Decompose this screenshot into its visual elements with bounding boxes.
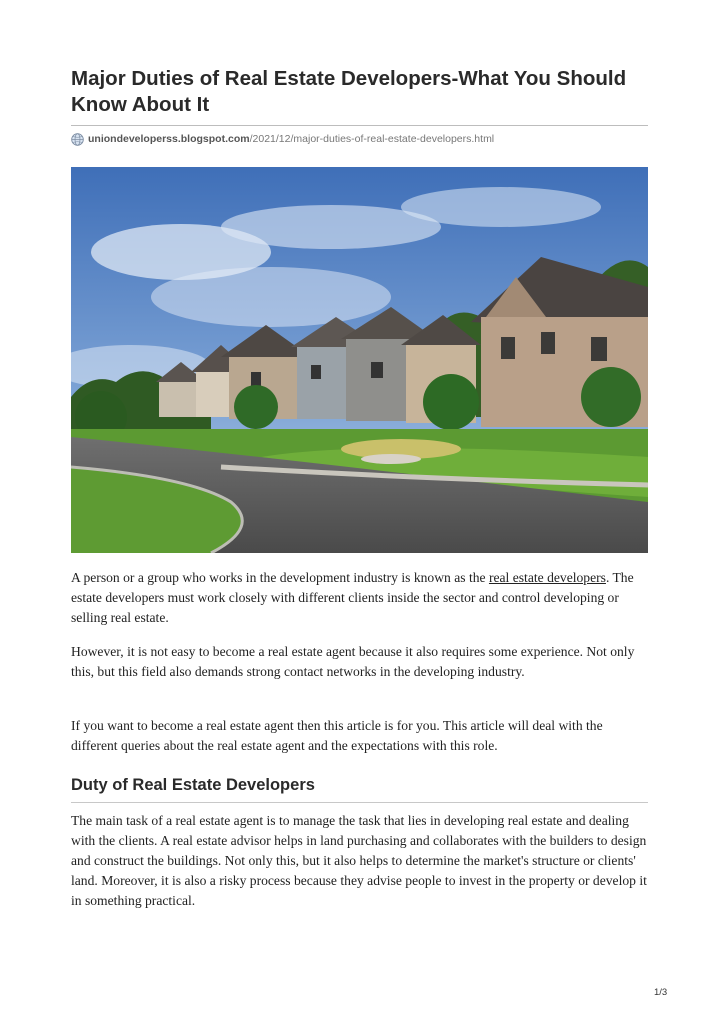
globe-icon xyxy=(71,133,84,146)
title-divider xyxy=(71,125,648,126)
section-divider xyxy=(71,802,648,803)
real-estate-developers-link[interactable]: real estate developers xyxy=(488,570,606,585)
experience-paragraph: However, it is not easy to become a real estate agent because it also requires some experience. Not only this, but this field also demands strong contact networks in the developing industry. xyxy=(71,644,635,679)
intro-paragraph xyxy=(71,568,648,628)
intro-text-start: A person or a group who works in the development industry is known as the xyxy=(71,570,489,585)
source-domain: uniondeveloperss.blogspot.com xyxy=(88,133,250,145)
page-number: 1/3 xyxy=(654,987,668,998)
purpose-paragraph: If you want to become a real estate agent then this article is for you. This article will deal with the different queries about the real estate agent and the expectations with this role. xyxy=(71,718,603,753)
source-url[interactable] xyxy=(71,131,494,147)
article-title: Major Duties of Real Estate Developers-What You Should Know About It xyxy=(71,67,627,116)
duty-paragraph: The main task of a real estate agent is to manage the task that lies in developing real estate and dealing with the clients. A real estate advisor helps in land purchasing and collaborates with the builders to design and construct the buildings. Not only this, but it also helps to determine the market's structure or clients' land. Moreover, it is also a risky process because they advise people to invest in the property or develop it in something practical. xyxy=(71,813,647,908)
hero-image xyxy=(71,167,648,553)
source-path: /2021/12/major-duties-of-real-estate-developers.html xyxy=(249,133,495,145)
section-heading: Duty of Real Estate Developers xyxy=(71,776,315,794)
intro-text-end: . The estate developers must work closely with different clients inside the sector and control developing or selling real estate. xyxy=(71,570,634,625)
